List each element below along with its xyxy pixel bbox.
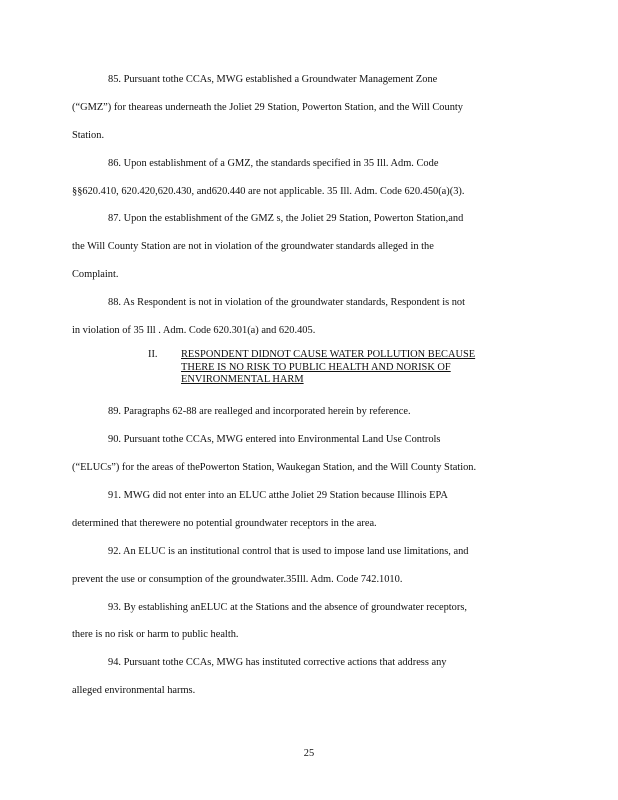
paragraph-93-line-1: 93. By establishing anELUC at the Stations and the absence of groundwater receptors, [108, 602, 467, 613]
paragraph-89-line-1: 89. Paragraphs 62-88 are realleged and incorporated herein by reference. [108, 406, 411, 417]
paragraph-94-line-2: alleged environmental harms. [72, 685, 196, 696]
paragraph-87-line-2: the Will County Station are not in violation of the groundwater standards alleged in the [72, 241, 434, 252]
paragraph-85-line-2: (“GMZ”) for theareas underneath the Joliet 29 Station, Powerton Station, and the Will County [72, 102, 463, 113]
paragraph-91-line-2: determined that therewere no potential groundwater receptors in the area. [72, 518, 377, 529]
paragraph-94-line-1: 94. Pursuant tothe CCAs, MWG has instituted corrective actions that address any [108, 657, 447, 668]
paragraph-93-line-2: there is no risk or harm to public health. [72, 629, 239, 640]
paragraph-88-line-2: in violation of 35 Ill . Adm. Code 620.301(a) and 620.405. [72, 325, 316, 336]
paragraph-87-line-3: Complaint. [72, 269, 119, 280]
paragraph-86-line-1: 86. Upon establishment of a GMZ, the standards specified in 35 Ill. Adm. Code [108, 158, 439, 169]
paragraph-92-line-2: prevent the use or consumption of the groundwater.35Ill. Adm. Code 742.1010. [72, 574, 403, 585]
section-heading-number: II. [148, 349, 158, 360]
paragraph-92-line-1: 92. An ELUC is an institutional control that is used to impose land use limitations, and [108, 546, 469, 557]
paragraph-85-line-3: Station. [72, 130, 105, 141]
paragraph-87-line-1: 87. Upon the establishment of the GMZ s, the Joliet 29 Station, Powerton Station,and [108, 213, 464, 224]
paragraph-90-line-1: 90. Pursuant tothe CCAs, MWG entered into Environmental Land Use Controls [108, 434, 441, 445]
paragraph-88-line-1: 88. As Respondent is not in violation of the groundwater standards, Respondent is not [108, 297, 465, 308]
paragraph-85-line-1: 85. Pursuant tothe CCAs, MWG established a Groundwater Management Zone [108, 74, 438, 85]
page-number: 25 [303, 748, 315, 759]
paragraph-86-line-2: §§620.410, 620.420,620.430, and620.440 are not applicable. 35 Ill. Adm. Code 620.450(a)(3). [72, 186, 465, 197]
paragraph-91-line-1: 91. MWG did not enter into an ELUC atthe Joliet 29 Station because Illinois EPA [108, 490, 448, 501]
section-heading-text: RESPONDENT DIDNOT CAUSE WATER POLLUTION BECAUSE THERE IS NO RISK TO PUBLIC HEALTH AND NORISK OF ENVIRONMENTAL HARM [181, 349, 476, 385]
paragraph-90-line-2: (“ELUCs”) for the areas of thePowerton Station, Waukegan Station, and the Will County Station. [72, 462, 477, 473]
